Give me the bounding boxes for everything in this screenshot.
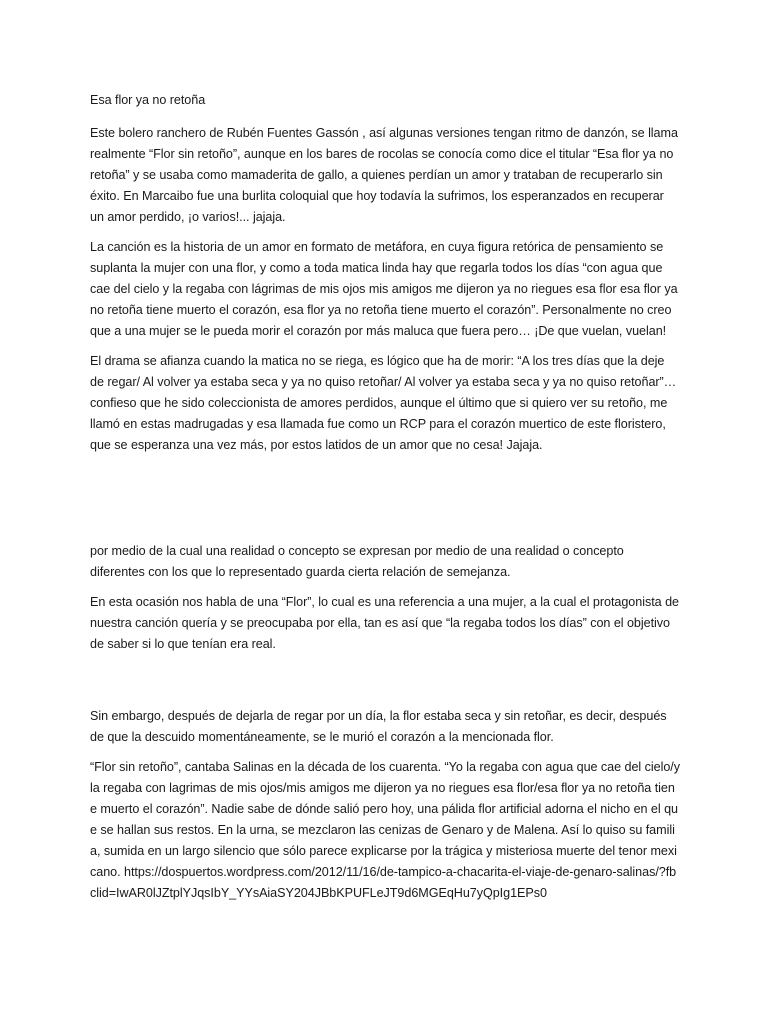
document-body: [90, 90, 680, 913]
document-title: Esa flor ya no retoña: [90, 93, 206, 107]
paragraph-salinas: “Flor sin retoño”, cantaba Salinas en la década de los cuarenta. “Yo la regaba con agua que cae del cielo/y la regaba con lagrimas de mis ojos/mis amigos me dijeron ya no riegues esa flor/esa flor ya no retoña tiene muerto el corazón”. Nadie sabe de dónde salió pero hoy, una pálida flor artificial adorna el nicho en el que se hallan sus restos. En la urna, se mezclaron las cenizas de Genaro y de Malena. Así lo quiso su familia, sumida en un largo silencio que sólo parece explicarse por la trágica y misteriosa muerte del tenor mexicano. https://dospuertos.wordpress.com/2012/11/16/de-tampico-a-chacarita-el-viaje-de-genaro-salinas/?fbclid=IwAR0lJZtplYJqsIbY_YYsAiaSY204JBbKPUFLeJT9d6MGEqHu7yQpIg1EPs0: [90, 760, 680, 900]
paragraph-intro: Este bolero ranchero de Rubén Fuentes Gassón , así algunas versiones tengan ritmo de danzón, se llama realmente “Flor sin retoño”, aunque en los bares de rocolas se conocía como dice el titular “Esa flor ya no retoña” y se usaba como mamaderita de gallo, a quienes perdían un amor y trataban de recuperarlo sin éxito. En Marcaibo fue una burlita coloquial que hoy todavía la sufrimos, los esperanzados en recuperar un amor perdido, ¡o varios!... jajaja.: [90, 126, 678, 224]
paragraph-metaphor: La canción es la historia de un amor en formato de metáfora, en cuya figura retórica de pensamiento se suplanta la mujer con una flor, y como a toda matica linda hay que regarla todos los días “con agua que cae del cielo y la regaba con lágrimas de mis ojos mis amigos me dijeron ya no riegues esa flor esa flor ya no retoña tiene muerto el corazón, esa flor ya no retoña tiene muerto el corazón”. Personalmente no creo que a una mujer se le pueda morir el corazón por más maluca que fuera pero… ¡De que vuelan, vuelan!: [90, 240, 678, 338]
blank-space: [90, 465, 680, 541]
paragraph-flor-reference: En esta ocasión nos habla de una “Flor”, lo cual es una referencia a una mujer, a la cual el protagonista de nuestra canción quería y se preocupaba por ella, tan es así que “la regaba todos los días” con el objetivo de saber si lo que tenían era real.: [90, 595, 679, 651]
paragraph-definition: por medio de la cual una realidad o concepto se expresan por medio de una realidad o concepto diferentes con los que lo representado guarda cierta relación de semejanza.: [90, 544, 624, 579]
paragraph-sin-embargo: Sin embargo, después de dejarla de regar por un día, la flor estaba seca y sin retoñar, es decir, después de que la descuido momentáneamente, se le murió el corazón a la mencionada flor.: [90, 709, 667, 744]
paragraph-drama: El drama se afianza cuando la matica no se riega, es lógico que ha de morir: “A los tres días que la deje de regar/ Al volver ya estaba seca y ya no quiso retoñar/ Al volver ya estaba seca y ya no quiso retoñar”… confieso que he sido coleccionista de amores perdidos, aunque el último que si quiero ver su retoño, me llamó en estas madrugadas y esa llamada fue como un RCP para el corazón muertico de este floristero, que se esperanza una vez más, por estos latidos de un amor que no cesa! Jajaja.: [90, 354, 677, 452]
blank-space: [90, 664, 680, 706]
